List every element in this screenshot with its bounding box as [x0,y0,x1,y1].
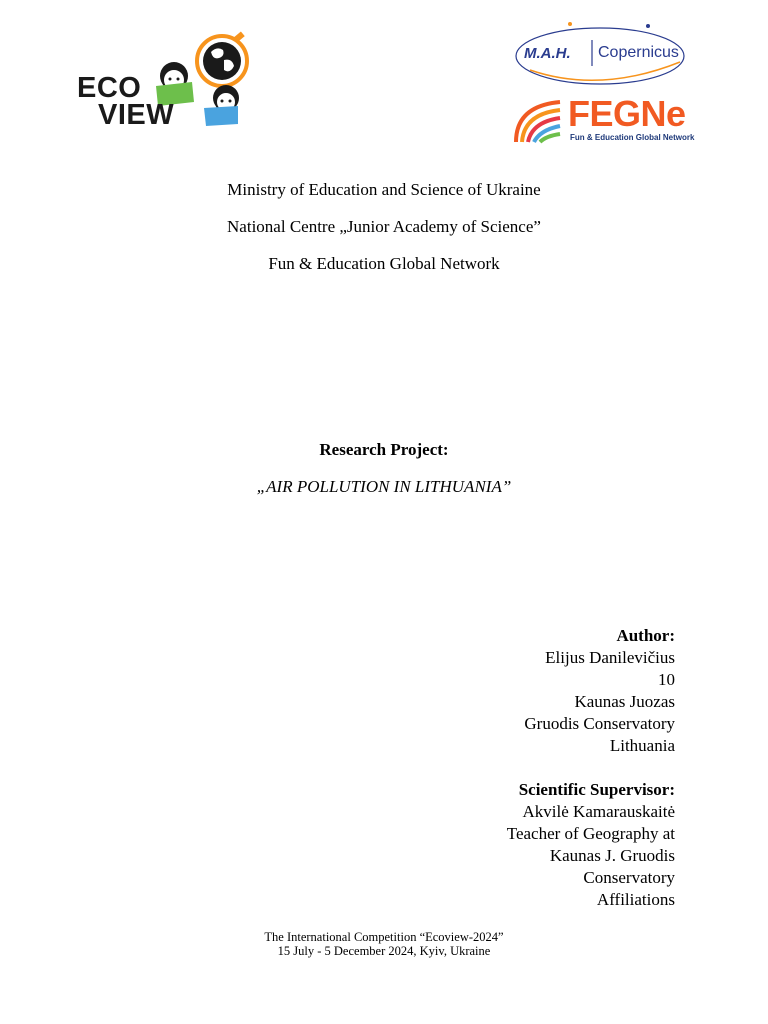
academy-line: National Centre „Junior Academy of Science” [227,217,541,236]
author-country: Lithuania [609,736,675,755]
fegne-logo [512,93,702,148]
fegne-swirl-icon [512,96,566,148]
competition-dates: 15 July - 5 December 2024, Kyiv, Ukraine [277,944,491,958]
author-name: Elijus Danilevičius [545,648,675,667]
author-block [375,625,675,757]
author-school-line-1: Kaunas Juozas [574,692,675,711]
supervisor-role: Teacher of Geography at [506,824,675,843]
competition-line: The International Competition “Ecoview-2024” [264,930,504,944]
ministry-line: Ministry of Education and Science of Ukraine [227,180,541,199]
ecoview-logo-view: VIEW [98,99,175,131]
copernicus-logo-text: Copernicus [598,44,679,61]
author-heading: Author: [616,626,675,645]
author-grade: 10 [658,670,675,689]
fegne-logo-subtitle: Fun & Education Global Network [570,133,695,142]
supervisor-school-line-1: Kaunas J. Gruodis [549,846,675,865]
supervisor-heading: Scientific Supervisor: [518,780,675,799]
author-school-line-2: Gruodis Conservatory [524,714,675,733]
ecoview-logo-eco: ECO [77,72,142,104]
supervisor-affiliations: Affiliations [596,890,675,909]
mah-logo-text: M.A.H. [524,45,571,62]
network-line: Fun & Education Global Network [268,254,500,273]
fegne-logo-title: FEGNe [568,93,686,134]
research-project-label: Research Project: [319,440,449,459]
project-title: „AIR POLLUTION IN LITHUANIA” [256,477,512,496]
supervisor-block [375,779,675,911]
supervisor-name: Akvilė Kamarauskaitė [522,802,675,821]
mah-copernicus-logo [512,18,688,94]
ecoview-logo [74,28,254,132]
supervisor-school-line-2: Conservatory [583,868,675,887]
